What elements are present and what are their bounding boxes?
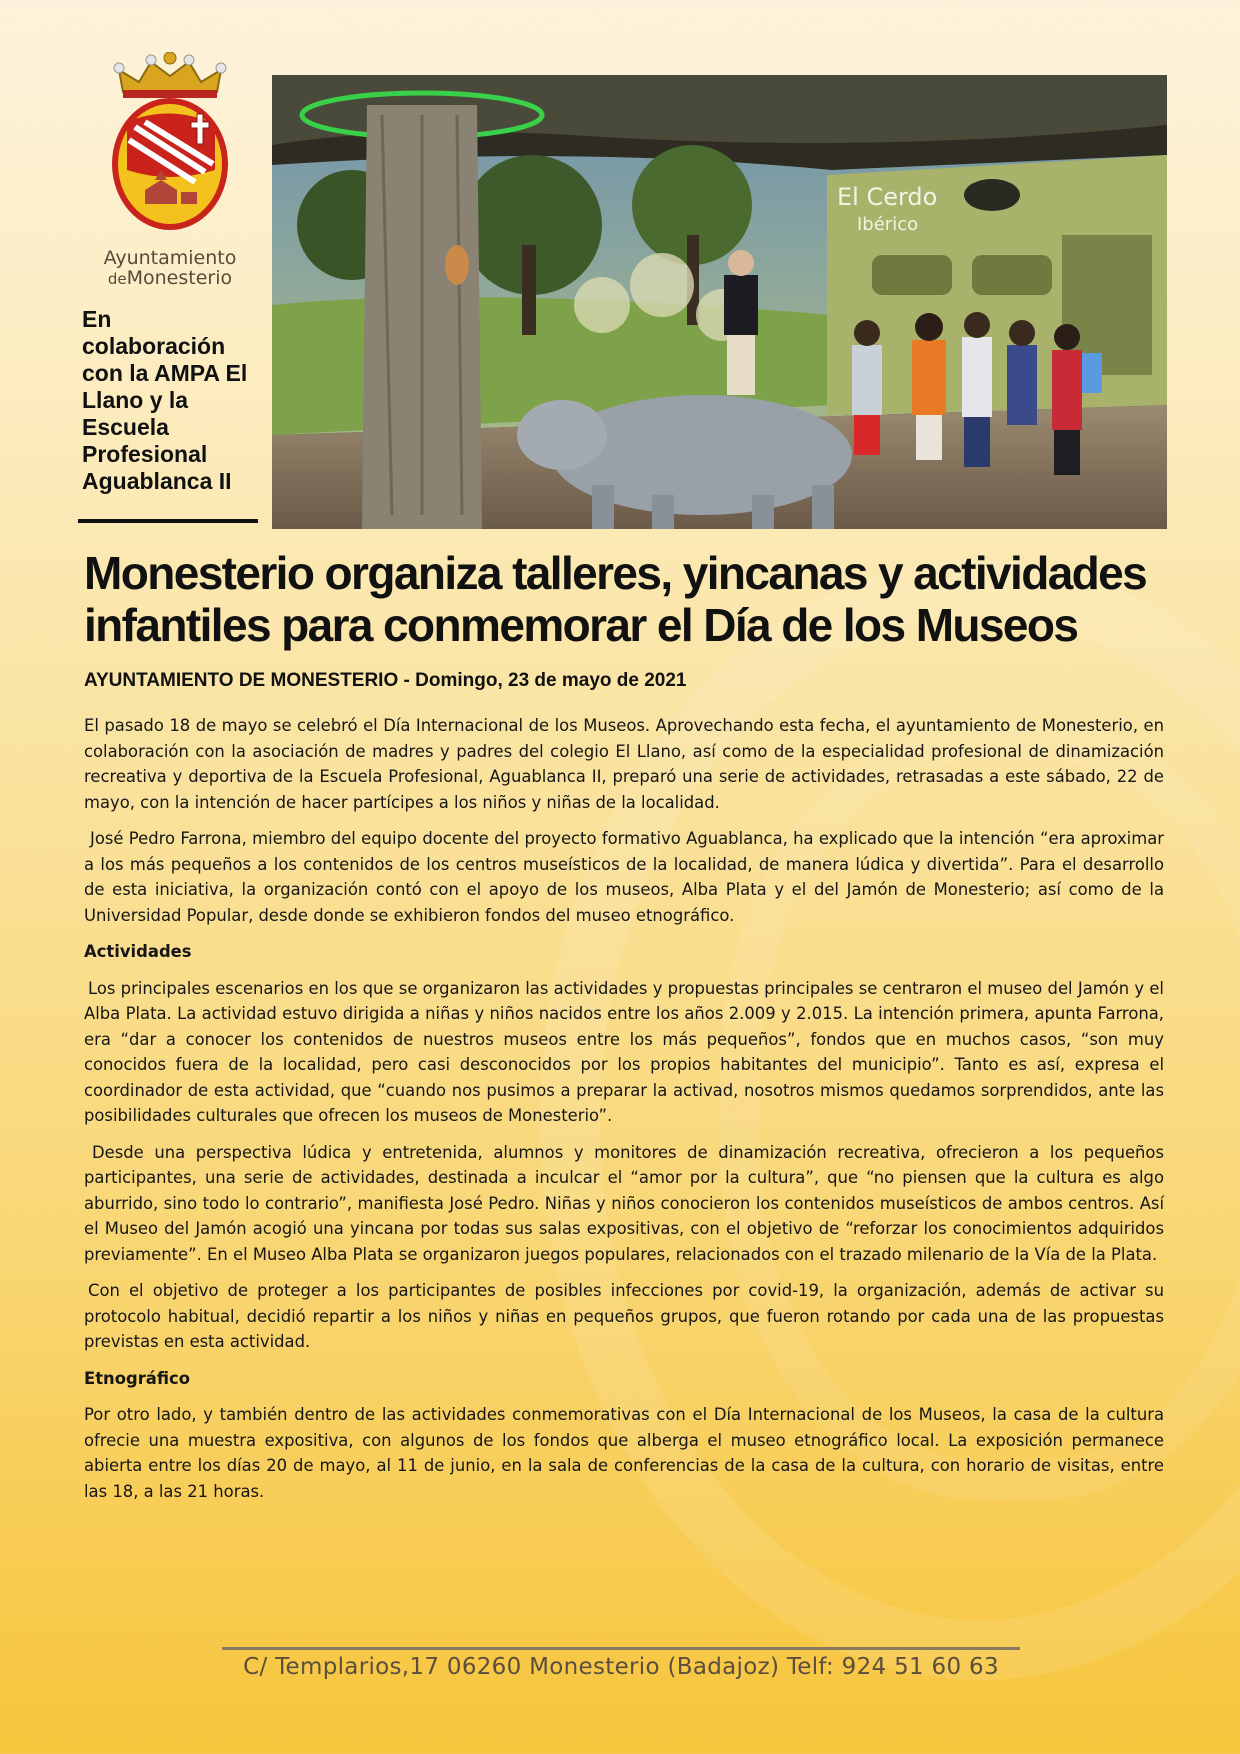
byline-date: Domingo, 23 de mayo de 2021 xyxy=(415,670,687,691)
paragraph-farrona: José Pedro Farrona, miembro del equipo docente del proyecto formativo Aguablanca, ha explicado que la intención “era aproximar a los más pequeños a los contenidos de los centros museísticos de la localidad, de manera lúdica y divertida”. Para el desarrollo de esta iniciativa, la organización contó con el apoyo de los museos, Alba Plata y el del Jamón de Monesterio; así como de la Universidad Popular, desde donde se exhibieron fondos del museo etnográfico. xyxy=(84,829,1164,925)
paragraph-actividades-2: Desde una perspectiva lúdica y entretenida, alumnos y monitores de dinamización recreativa, ofrecieron a los pequeños participantes, una serie de actividades, destinada a inculcar el “amor por la cultura”, que “no piensen que la cultura es algo aburrido, sino todo lo contrario”, manifiesta José Pedro. Niñas y niños conocieron los contenidos museísticos de ambos centros. Así el Museo del Jamón acogió una yincana por todas sus salas expositivas, con el objetivo de “reforzar los conocimientos adquiridos previamente”. En el Museo Alba Plata se organizaron juegos populares, relacionados con el trazado milenario de la Vía de la Plata. xyxy=(84,1142,1164,1264)
byline-source: AYUNTAMIENTO DE MONESTERIO xyxy=(84,670,399,691)
article-body xyxy=(84,713,1164,1515)
paragraph-intro: El pasado 18 de mayo se celebró el Día Internacional de los Museos. Aprovechando esta fecha, el ayuntamiento de Monesterio, en colaboración con la asociación de madres y padres del colegio El Llano, así como de la especialidad profesional de dinamización recreativa y deportiva de la Escuela Profesional, Aguablanca II, preparó una serie de actividades, retrasadas a este sábado, 22 de mayo, con la intención de hacer partícipes a los niños y niñas de la localidad. xyxy=(84,716,1164,812)
paragraph-actividades-1: Los principales escenarios en los que se organizaron las actividades y propuestas principales se centraron el museo del Jamón y el Alba Plata. La actividad estuvo dirigida a niñas y niños nacidos entre los años 2.009 y 2.015. La intención primera, apunta Farrona, era “dar a conocer los contenidos de nuestros museos entre los más pequeños”, fondos que en muchos casos, “son muy conocidos fuera de la localidad, pero casi desconocidos por los propios habitantes del municipio”. Tanto es así, expresa el coordinador de esta actividad, que “cuando nos pusimos a preparar la activad, nosotros mismos quedamos sorprendidos, ante las posibilidades culturales que ofrecen los museos de Monesterio”. xyxy=(84,978,1164,1125)
panel-title: El Cerdo xyxy=(837,183,938,211)
town-logo xyxy=(100,52,240,292)
section-title-actividades: Actividades xyxy=(84,942,192,961)
logo-place-prefix: de xyxy=(107,270,127,288)
collaboration-divider xyxy=(78,519,258,523)
footer-divider xyxy=(222,1647,1020,1650)
museum-scene-image xyxy=(272,75,1167,529)
coat-of-arms-icon xyxy=(105,52,235,242)
article-byline xyxy=(84,670,687,692)
footer-address: C/ Templarios,17 06260 Monesterio (Badajoz) Telf: 924 51 60 63 xyxy=(243,1654,999,1680)
paragraph-etnografico: Por otro lado, y también dentro de las actividades conmemorativas con el Día Internacional de los Museos, la casa de la cultura ofrecie una muestra expositiva, con algunos de los fondos que alberga el museo etnográfico local. La exposición permanece abierta entre los días 20 de mayo, al 11 de junio, en la sala de conferencias de la casa de la cultura, con horario de visitas, entre las 18, a las 21 horas. xyxy=(84,1405,1164,1501)
article-photo xyxy=(272,75,1167,529)
logo-name: Ayuntamiento xyxy=(103,247,237,269)
collaboration-note: En colaboración con la AMPA El Llano y la Escuela Profesional Aguablanca II xyxy=(82,306,248,494)
logo-text xyxy=(100,248,240,289)
byline-separator: - xyxy=(403,670,416,691)
article-headline: Monesterio organiza talleres, yincanas y actividades infantiles para conmemorar el Día de los Museos xyxy=(84,547,1147,651)
paragraph-actividades-3: Con el objetivo de proteger a los participantes de posibles infecciones por covid-19, la organización, además de activar su protocolo habitual, decidió repartir a los niños y niñas en pequeños grupos, que fueron rotando por cada una de las propuestas previstas en esta actividad. xyxy=(84,1281,1164,1351)
section-title-etnografico: Etnográfico xyxy=(84,1368,190,1388)
panel-subtitle: Ibérico xyxy=(857,214,919,235)
logo-place: Monesterio xyxy=(126,267,233,289)
